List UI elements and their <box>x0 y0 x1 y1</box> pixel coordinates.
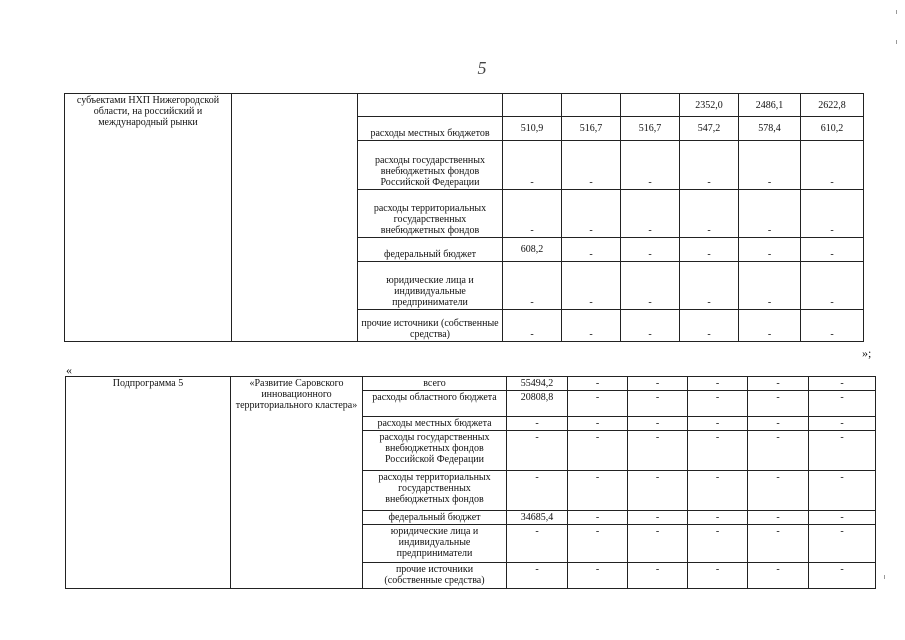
table-row <box>65 94 864 117</box>
amount-cell: 608,2 <box>503 238 562 262</box>
amount-cell: - <box>809 391 876 417</box>
scan-speck <box>896 10 897 14</box>
empty-column-cell <box>232 94 358 342</box>
amount-cell: - <box>562 141 621 190</box>
amount-cell: - <box>801 190 864 238</box>
amount-cell <box>621 94 680 117</box>
amount-cell: - <box>739 141 801 190</box>
amount-cell: - <box>562 238 621 262</box>
amount-cell <box>503 94 562 117</box>
amount-cell: - <box>503 310 562 342</box>
table-row <box>66 377 876 391</box>
funding-source-label <box>358 94 503 117</box>
amount-cell: - <box>621 190 680 238</box>
amount-cell: - <box>809 525 876 563</box>
amount-cell: - <box>739 238 801 262</box>
amount-cell: - <box>809 431 876 471</box>
amount-cell: - <box>688 417 748 431</box>
amount-cell: - <box>568 525 628 563</box>
amount-cell: 2622,8 <box>801 94 864 117</box>
scan-speck <box>896 40 897 44</box>
amount-cell: 578,4 <box>739 117 801 141</box>
amount-cell: - <box>628 417 688 431</box>
amount-cell: - <box>621 310 680 342</box>
amount-cell: - <box>739 190 801 238</box>
amount-cell: - <box>507 563 568 589</box>
amount-cell: 2486,1 <box>739 94 801 117</box>
amount-cell: - <box>688 391 748 417</box>
amount-cell: - <box>680 141 739 190</box>
quote-open: « <box>66 363 72 377</box>
amount-cell: - <box>688 525 748 563</box>
amount-cell: - <box>739 262 801 310</box>
amount-cell: - <box>503 141 562 190</box>
amount-cell: - <box>503 262 562 310</box>
quote-close: »; <box>862 346 872 360</box>
funding-source-label: расходы территориальных государственных внебюджетных фондов <box>358 190 503 238</box>
amount-cell: - <box>809 417 876 431</box>
funding-source-label: юридические лица и индивидуальные предприниматели <box>358 262 503 310</box>
amount-cell: - <box>568 511 628 525</box>
amount-cell: - <box>621 262 680 310</box>
amount-cell: - <box>748 563 809 589</box>
amount-cell: - <box>628 563 688 589</box>
amount-cell: - <box>809 471 876 511</box>
amount-cell: - <box>688 471 748 511</box>
funding-table-continued <box>64 93 864 342</box>
amount-cell: - <box>801 141 864 190</box>
amount-cell: 2352,0 <box>680 94 739 117</box>
amount-cell: 510,9 <box>503 117 562 141</box>
amount-cell: - <box>809 377 876 391</box>
measure-description: субъектами НХП Нижегородской области, на российский и международный рынки <box>65 94 232 342</box>
subprogram-name: «Развитие Саровского инновационного территориального кластера» <box>231 377 363 589</box>
funding-source-label: федеральный бюджет <box>363 511 507 525</box>
amount-cell: - <box>562 190 621 238</box>
amount-cell: - <box>688 377 748 391</box>
funding-source-label: прочие источники (собственные средства) <box>363 563 507 589</box>
amount-cell: 20808,8 <box>507 391 568 417</box>
amount-cell: - <box>628 377 688 391</box>
amount-cell: - <box>688 563 748 589</box>
amount-cell: - <box>562 262 621 310</box>
amount-cell: - <box>801 238 864 262</box>
amount-cell: - <box>628 525 688 563</box>
amount-cell: - <box>628 511 688 525</box>
amount-cell: - <box>680 190 739 238</box>
amount-cell: - <box>801 262 864 310</box>
amount-cell: - <box>809 563 876 589</box>
amount-cell: 547,2 <box>680 117 739 141</box>
amount-cell: - <box>680 262 739 310</box>
amount-cell: - <box>748 525 809 563</box>
amount-cell: - <box>568 431 628 471</box>
funding-source-label: расходы государственных внебюджетных фондов Российской Федерации <box>358 141 503 190</box>
funding-source-label: расходы областного бюджета <box>363 391 507 417</box>
amount-cell: - <box>568 377 628 391</box>
page-number: 5 <box>477 58 487 78</box>
funding-source-label: федеральный бюджет <box>358 238 503 262</box>
amount-cell: 610,2 <box>801 117 864 141</box>
scan-speck <box>884 575 885 579</box>
amount-cell: - <box>568 563 628 589</box>
funding-source-label: расходы местных бюджетов <box>358 117 503 141</box>
subprogram-title: Подпрограмма 5 <box>66 377 231 589</box>
amount-cell: - <box>680 238 739 262</box>
amount-cell: - <box>628 431 688 471</box>
amount-cell: - <box>507 471 568 511</box>
amount-cell: - <box>748 431 809 471</box>
funding-source-label: расходы территориальных государственных внебюджетных фондов <box>363 471 507 511</box>
amount-cell: 55494,2 <box>507 377 568 391</box>
amount-cell: - <box>688 431 748 471</box>
amount-cell: - <box>503 190 562 238</box>
amount-cell: - <box>739 310 801 342</box>
amount-cell: - <box>748 391 809 417</box>
amount-cell: - <box>748 471 809 511</box>
amount-cell: - <box>621 238 680 262</box>
amount-cell: 34685,4 <box>507 511 568 525</box>
amount-cell <box>562 94 621 117</box>
funding-source-label: расходы государственных внебюджетных фондов Российской Федерации <box>363 431 507 471</box>
amount-cell: - <box>801 310 864 342</box>
amount-cell: - <box>562 310 621 342</box>
funding-source-label: всего <box>363 377 507 391</box>
amount-cell: - <box>680 310 739 342</box>
amount-cell: - <box>568 391 628 417</box>
funding-source-label: расходы местных бюджета <box>363 417 507 431</box>
amount-cell: - <box>507 431 568 471</box>
amount-cell: - <box>748 377 809 391</box>
amount-cell: - <box>688 511 748 525</box>
amount-cell: 516,7 <box>562 117 621 141</box>
subprogram-5-table <box>65 376 876 589</box>
amount-cell: - <box>568 471 628 511</box>
amount-cell: - <box>507 417 568 431</box>
amount-cell: - <box>621 141 680 190</box>
amount-cell: - <box>748 417 809 431</box>
amount-cell: - <box>748 511 809 525</box>
funding-source-label: прочие источники (собственные средства) <box>358 310 503 342</box>
funding-source-label: юридические лица и индивидуальные предприниматели <box>363 525 507 563</box>
amount-cell: - <box>507 525 568 563</box>
amount-cell: - <box>628 471 688 511</box>
amount-cell: - <box>809 511 876 525</box>
amount-cell: 516,7 <box>621 117 680 141</box>
amount-cell: - <box>568 417 628 431</box>
amount-cell: - <box>628 391 688 417</box>
